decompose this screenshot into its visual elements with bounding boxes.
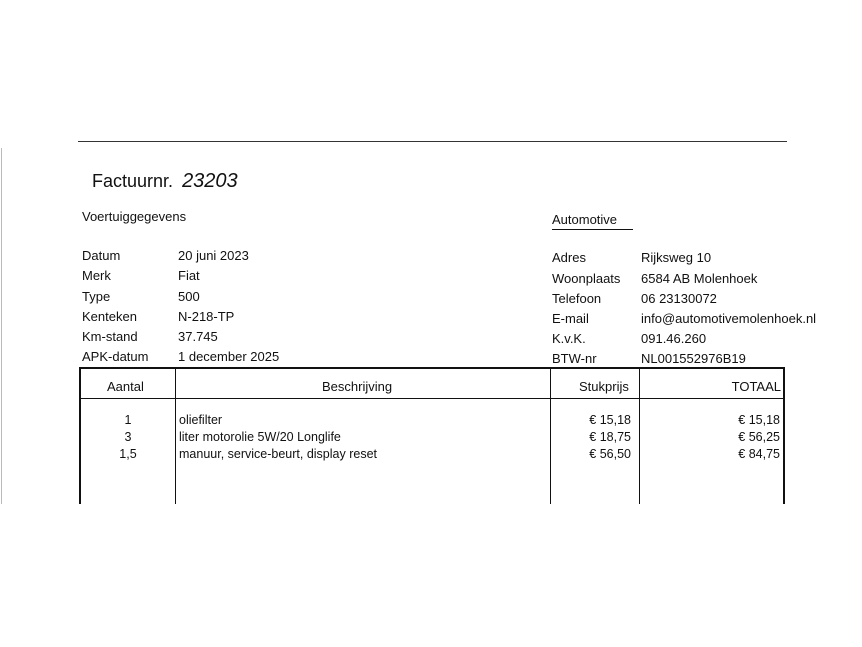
cell-totaal: € 15,18	[738, 413, 780, 427]
vehicle-section-title: Voertuiggegevens	[82, 209, 187, 224]
field-value: N-218-TP	[178, 309, 235, 324]
cell-stukprijs: € 15,18	[589, 413, 631, 427]
field-value: info@automotivemolenhoek.nl	[641, 311, 817, 326]
field-label: Type	[82, 289, 111, 304]
field-label: Adres	[552, 250, 586, 265]
field-value: 1 december 2025	[178, 349, 280, 364]
field-label: Km-stand	[82, 329, 138, 344]
company-section-title	[552, 212, 633, 227]
cell-beschrijving: manuur, service-beurt, display reset	[179, 447, 378, 461]
scan-edge	[1, 148, 2, 504]
table-row	[81, 447, 783, 464]
cell-stukprijs: € 56,50	[589, 447, 631, 461]
field-label: Datum	[82, 248, 121, 263]
invoice-number: 23203	[182, 170, 238, 192]
field-label: Kenteken	[82, 309, 137, 324]
invoice-lines-table	[79, 367, 785, 504]
column-header-beschrijving: Beschrijving	[322, 379, 393, 394]
table-row	[81, 430, 783, 447]
cell-totaal: € 84,75	[738, 447, 780, 461]
field-label: Merk	[82, 268, 111, 283]
cell-aantal: 3	[124, 430, 132, 444]
header-divider	[81, 398, 783, 399]
field-value: 6584 AB Molenhoek	[641, 271, 758, 286]
field-value: Fiat	[178, 268, 200, 283]
field-label: Telefoon	[552, 291, 602, 306]
field-label: K.v.K.	[552, 331, 586, 346]
field-value: 091.46.260	[641, 331, 707, 346]
column-header-totaal: TOTAAL	[731, 379, 781, 394]
field-value: 37.745	[178, 329, 218, 344]
field-label: Woonplaats	[552, 271, 621, 286]
invoice-number-label: Factuurnr.	[92, 171, 174, 191]
cell-stukprijs: € 18,75	[589, 430, 631, 444]
column-header-aantal: Aantal	[107, 379, 144, 394]
company-name: Automotive	[552, 212, 633, 230]
top-divider	[78, 141, 787, 142]
field-label: BTW-nr	[552, 351, 597, 366]
field-value: 06 23130072	[641, 291, 717, 306]
field-value: NL001552976B19	[641, 351, 746, 366]
field-value: 500	[178, 289, 200, 304]
cell-beschrijving: liter motorolie 5W/20 Longlife	[179, 430, 341, 444]
cell-totaal: € 56,25	[738, 430, 780, 444]
field-value: 20 juni 2023	[178, 248, 249, 263]
field-label: APK-datum	[82, 349, 149, 364]
field-value: Rijksweg 10	[641, 250, 712, 265]
invoice-number-heading	[92, 170, 238, 193]
cell-beschrijving: oliefilter	[179, 413, 223, 427]
table-row	[81, 413, 783, 430]
column-header-stukprijs: Stukprijs	[579, 379, 629, 394]
cell-aantal: 1,5	[119, 447, 137, 461]
cell-aantal: 1	[124, 413, 132, 427]
field-label: E-mail	[552, 311, 589, 326]
table-body	[81, 413, 783, 464]
